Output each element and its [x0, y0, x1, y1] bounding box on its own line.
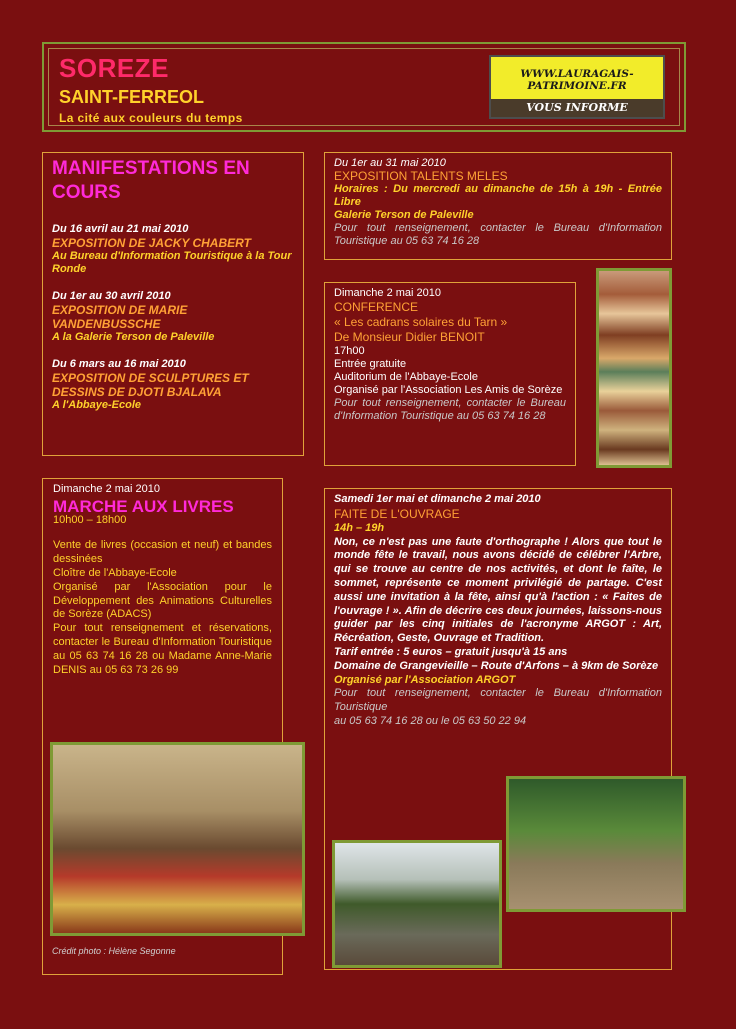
event-place: Au Bureau d'Information Touristique à la Tour Ronde	[52, 250, 292, 275]
manifestations-title: MANIFESTATIONS EN COURS	[52, 158, 250, 203]
event-item	[52, 358, 294, 412]
site-tagline: La cité aux couleurs du temps	[59, 111, 243, 125]
logo-url-text: WWW.LAURAGAIS-PATRIMOINE.FR	[520, 68, 634, 92]
event-name: EXPOSITION DE JACKY CHABERT	[52, 236, 251, 250]
event-name: EXPOSITION DE SCULPTURES ET DESSINS DE DJOTI BJALAVA	[52, 371, 249, 399]
ouvrage-tarif: Tarif entrée : 5 euros – gratuit jusqu'à 15 ans	[334, 645, 568, 658]
talents-hours: Horaires : Du mercredi au dimanche de 15h à 19h - Entrée Libre	[334, 183, 662, 208]
ouvrage-dates: Samedi 1er mai et dimanche 2 mai 2010	[334, 493, 541, 505]
event-dates: Du 1er au 30 avril 2010	[52, 290, 171, 302]
ouvrage-phones: au 05 63 74 16 28 ou le 05 63 50 22 94	[334, 714, 527, 727]
log-carving-photo	[506, 776, 686, 912]
ouvrage-text: Non, ce n'est pas une faute d'orthographe ! Alors que tout le monde fête le travail, nous avons décidé de célébrer l'Arbre, qui se trouve au centre de nos activités, et dont le faîte, le sommet, représente ce moment privilégié de partage. C'est aussi une invitation à la fête, ainsi qu'à l'action : « Faites de l'ouvrage ! ». Afin de décrire ces deux journées, laissons-nous guider par les cinq initiales de l'acronyme ARGOT : Art, Récréation, Geste, Ouvrage et Tradition.	[334, 535, 662, 645]
marche-title: MARCHE AUX LIVRES	[53, 496, 234, 516]
conference-date: Dimanche 2 mai 2010	[334, 287, 442, 299]
event-item	[52, 290, 294, 344]
site-title: SOREZE	[59, 53, 169, 83]
conference-speaker: De Monsieur Didier BENOIT	[334, 330, 485, 344]
manifestations-box	[42, 152, 304, 456]
conference-contact: Pour tout renseignement, contacter le Bureau d'Information Touristique au 05 63 74 16 28	[334, 397, 566, 422]
ouvrage-place: Domaine de Grangevieille – Route d'Arfons – à 9km de Sorèze	[334, 659, 659, 672]
talents-meles-box	[324, 152, 672, 260]
conference-organizer: Organisé par l'Association Les Amis de Sorèze	[334, 384, 563, 396]
event-place: A l'Abbaye-Ecole	[52, 399, 142, 411]
lauragais-patrimoine-logo[interactable]	[489, 55, 665, 119]
talents-title: EXPOSITION TALENTS MELES	[334, 169, 508, 183]
event-place: A la Galerie Terson de Paleville	[52, 331, 215, 343]
marche-date: Dimanche 2 mai 2010	[53, 483, 161, 495]
event-dates: Du 16 avril au 21 mai 2010	[52, 223, 189, 235]
conference-title: CONFERENCE	[334, 300, 419, 314]
marche-place: Cloître de l'Abbaye-Ecole	[53, 566, 177, 579]
event-item	[52, 223, 294, 276]
event-dates: Du 6 mars au 16 mai 2010	[52, 358, 186, 370]
marche-time: 10h00 – 18h00	[53, 513, 127, 526]
logo-caption: VOUS INFORME	[526, 101, 628, 114]
talents-dates: Du 1er au 31 mai 2010	[334, 157, 446, 169]
sundials-photo	[596, 268, 672, 468]
photo-credit: Crédit photo : Hélène Segonne	[52, 946, 176, 956]
talents-contact: Pour tout renseignement, contacter le Bureau d'Information Touristique au 05 63 74 16 28	[334, 222, 662, 247]
conference-entry: Entrée gratuite	[334, 358, 407, 370]
marche-organizer: Organisé par l'Association pour le Développement des Animations Culturelles de Sorèze (ADACS)	[53, 580, 272, 621]
axe-worker-photo	[332, 840, 502, 968]
ouvrage-contact: Pour tout renseignement, contacter le Bureau d'Information Touristique	[334, 687, 662, 714]
header-banner	[42, 42, 686, 132]
logo-caption-band	[491, 99, 663, 117]
talents-place: Galerie Terson de Paleville	[334, 209, 474, 221]
ouvrage-organizer: Organisé par l'Association ARGOT	[334, 673, 516, 686]
conference-time: 17h00	[334, 345, 365, 357]
ouvrage-time: 14h – 19h	[334, 521, 385, 534]
marche-body: Vente de livres (occasion et neuf) et bandes dessinées	[53, 539, 272, 566]
site-subtitle: SAINT-FERREOL	[59, 87, 205, 107]
marche-contact: Pour tout renseignement et réservations, contacter le Bureau d'Information Touristique au 05 63 74 16 28 ou Madame Anne-Marie DENIS au 05 63 73 26 99	[53, 622, 272, 676]
conference-box	[324, 282, 576, 466]
ouvrage-title: FAITE DE L'OUVRAGE	[334, 506, 460, 521]
conference-subject: « Les cadrans solaires du Tarn »	[334, 315, 508, 329]
event-name: EXPOSITION DE MARIE VANDENBUSSCHE	[52, 303, 188, 331]
conference-place: Auditorium de l'Abbaye-Ecole	[334, 371, 478, 383]
book-market-photo	[50, 742, 305, 936]
